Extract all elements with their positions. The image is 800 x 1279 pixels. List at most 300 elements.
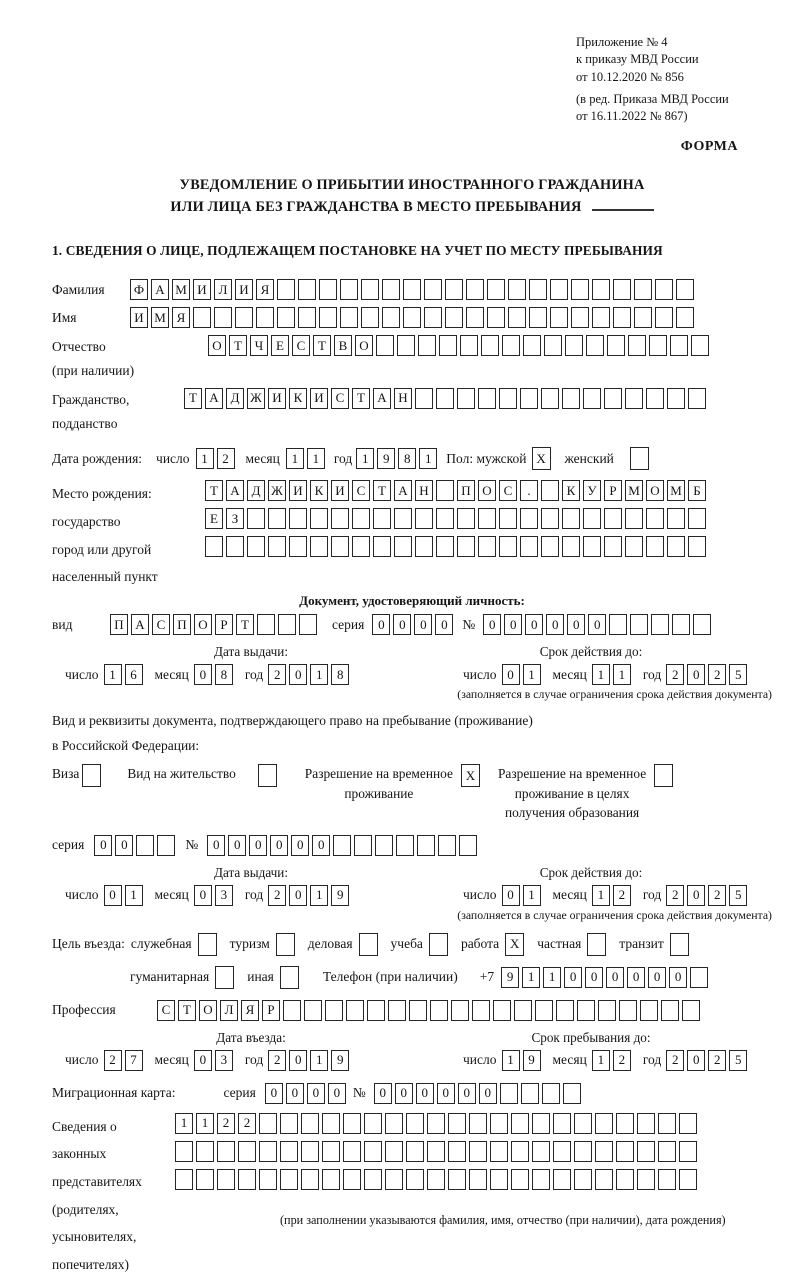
- char-box[interactable]: [481, 335, 499, 356]
- char-box[interactable]: [417, 835, 435, 856]
- char-box[interactable]: [679, 1113, 697, 1134]
- char-box[interactable]: 0: [228, 835, 246, 856]
- char-box[interactable]: [359, 933, 378, 956]
- char-box[interactable]: [352, 536, 370, 557]
- char-box[interactable]: [565, 335, 583, 356]
- char-box[interactable]: [427, 1141, 445, 1162]
- char-box[interactable]: [592, 307, 610, 328]
- char-box[interactable]: [415, 536, 433, 557]
- char-box[interactable]: [574, 1113, 592, 1134]
- char-box[interactable]: [553, 1113, 571, 1134]
- char-box[interactable]: 9: [501, 967, 519, 988]
- char-box[interactable]: 0: [289, 664, 307, 685]
- char-box[interactable]: [682, 1000, 700, 1021]
- char-box[interactable]: 0: [289, 885, 307, 906]
- char-box[interactable]: [343, 1141, 361, 1162]
- char-box[interactable]: [427, 1169, 445, 1190]
- char-box[interactable]: [436, 480, 454, 501]
- char-box[interactable]: 0: [291, 835, 309, 856]
- char-box[interactable]: Т: [236, 614, 254, 635]
- char-box[interactable]: [649, 335, 667, 356]
- char-box[interactable]: [625, 536, 643, 557]
- char-box[interactable]: [361, 307, 379, 328]
- char-box[interactable]: [439, 335, 457, 356]
- char-box[interactable]: 2: [666, 664, 684, 685]
- char-box[interactable]: А: [373, 388, 391, 409]
- char-box[interactable]: [436, 388, 454, 409]
- char-box[interactable]: [397, 335, 415, 356]
- char-box[interactable]: С: [292, 335, 310, 356]
- char-box[interactable]: [619, 1000, 637, 1021]
- char-box[interactable]: [333, 835, 351, 856]
- char-box[interactable]: [571, 307, 589, 328]
- char-box[interactable]: [429, 933, 448, 956]
- char-box[interactable]: [616, 1113, 634, 1134]
- char-box[interactable]: [283, 1000, 301, 1021]
- char-box[interactable]: [385, 1113, 403, 1134]
- char-box[interactable]: [637, 1169, 655, 1190]
- char-box[interactable]: 3: [215, 885, 233, 906]
- char-box[interactable]: 2: [613, 1050, 631, 1071]
- char-box[interactable]: 0: [414, 614, 432, 635]
- char-box[interactable]: 0: [648, 967, 666, 988]
- char-box[interactable]: У: [583, 480, 601, 501]
- char-box[interactable]: А: [226, 480, 244, 501]
- char-box[interactable]: 2: [268, 1050, 286, 1071]
- char-box[interactable]: 2: [666, 1050, 684, 1071]
- char-box[interactable]: Т: [352, 388, 370, 409]
- char-box[interactable]: [583, 536, 601, 557]
- char-box[interactable]: [280, 1113, 298, 1134]
- char-box[interactable]: [604, 536, 622, 557]
- char-box[interactable]: 0: [416, 1083, 434, 1104]
- char-box[interactable]: [541, 508, 559, 529]
- char-box[interactable]: 2: [708, 664, 726, 685]
- char-box[interactable]: [616, 1141, 634, 1162]
- char-box[interactable]: 0: [265, 1083, 283, 1104]
- char-box[interactable]: Е: [271, 335, 289, 356]
- char-box[interactable]: [658, 1141, 676, 1162]
- char-box[interactable]: [670, 335, 688, 356]
- char-box[interactable]: [310, 508, 328, 529]
- char-box[interactable]: А: [394, 480, 412, 501]
- char-box[interactable]: И: [130, 307, 148, 328]
- char-box[interactable]: [322, 1141, 340, 1162]
- char-box[interactable]: [688, 388, 706, 409]
- char-box[interactable]: 0: [669, 967, 687, 988]
- char-box[interactable]: [478, 388, 496, 409]
- char-box[interactable]: [466, 307, 484, 328]
- char-box[interactable]: [625, 388, 643, 409]
- char-box[interactable]: [259, 1113, 277, 1134]
- char-box[interactable]: [388, 1000, 406, 1021]
- char-box[interactable]: [319, 307, 337, 328]
- char-box[interactable]: [535, 1000, 553, 1021]
- char-box[interactable]: 1: [196, 1113, 214, 1134]
- char-box[interactable]: А: [151, 279, 169, 300]
- char-box[interactable]: М: [625, 480, 643, 501]
- char-box[interactable]: М: [151, 307, 169, 328]
- char-box[interactable]: 0: [606, 967, 624, 988]
- char-box[interactable]: 8: [215, 664, 233, 685]
- char-box[interactable]: Н: [415, 480, 433, 501]
- char-box[interactable]: 0: [687, 1050, 705, 1071]
- char-box[interactable]: [628, 335, 646, 356]
- char-box[interactable]: 0: [270, 835, 288, 856]
- char-box[interactable]: [406, 1113, 424, 1134]
- char-box[interactable]: 5: [729, 885, 747, 906]
- char-box[interactable]: [521, 1083, 539, 1104]
- char-box[interactable]: [331, 508, 349, 529]
- char-box[interactable]: [215, 966, 234, 989]
- char-box[interactable]: [637, 1141, 655, 1162]
- char-box[interactable]: [409, 1000, 427, 1021]
- char-box[interactable]: [688, 508, 706, 529]
- char-box[interactable]: [280, 1169, 298, 1190]
- char-box[interactable]: [523, 335, 541, 356]
- char-box[interactable]: 1: [523, 885, 541, 906]
- char-box[interactable]: П: [173, 614, 191, 635]
- char-box[interactable]: [343, 1169, 361, 1190]
- char-box[interactable]: 0: [286, 1083, 304, 1104]
- char-box[interactable]: Т: [313, 335, 331, 356]
- char-box[interactable]: И: [289, 480, 307, 501]
- char-box[interactable]: [574, 1169, 592, 1190]
- char-box[interactable]: 1: [613, 664, 631, 685]
- char-box[interactable]: [301, 1169, 319, 1190]
- char-box[interactable]: 2: [268, 885, 286, 906]
- char-box[interactable]: [667, 388, 685, 409]
- char-box[interactable]: 9: [331, 885, 349, 906]
- char-box[interactable]: [646, 536, 664, 557]
- char-box[interactable]: [136, 835, 154, 856]
- char-box[interactable]: [382, 307, 400, 328]
- char-box[interactable]: О: [194, 614, 212, 635]
- char-box[interactable]: [670, 933, 689, 956]
- char-box[interactable]: [541, 536, 559, 557]
- char-box[interactable]: [607, 335, 625, 356]
- char-box[interactable]: [406, 1141, 424, 1162]
- char-box[interactable]: 0: [483, 614, 501, 635]
- char-box[interactable]: [343, 1113, 361, 1134]
- char-box[interactable]: [238, 1141, 256, 1162]
- char-box[interactable]: [364, 1113, 382, 1134]
- char-box[interactable]: [415, 508, 433, 529]
- char-box[interactable]: 6: [125, 664, 143, 685]
- char-box[interactable]: [394, 536, 412, 557]
- char-box[interactable]: Р: [262, 1000, 280, 1021]
- char-box[interactable]: [217, 1169, 235, 1190]
- char-box[interactable]: Т: [205, 480, 223, 501]
- char-box[interactable]: 0: [687, 885, 705, 906]
- char-box[interactable]: [532, 1113, 550, 1134]
- char-box[interactable]: [276, 933, 295, 956]
- char-box[interactable]: 1: [523, 664, 541, 685]
- char-box[interactable]: [268, 536, 286, 557]
- char-box[interactable]: [193, 307, 211, 328]
- char-box[interactable]: [604, 388, 622, 409]
- char-box[interactable]: [508, 307, 526, 328]
- char-box[interactable]: 5: [729, 664, 747, 685]
- char-box[interactable]: [460, 335, 478, 356]
- char-box[interactable]: 0: [502, 664, 520, 685]
- char-box[interactable]: И: [310, 388, 328, 409]
- char-box[interactable]: 2: [666, 885, 684, 906]
- char-box[interactable]: [630, 614, 648, 635]
- char-box[interactable]: [676, 279, 694, 300]
- char-box[interactable]: 0: [437, 1083, 455, 1104]
- char-box[interactable]: 0: [546, 614, 564, 635]
- char-box[interactable]: К: [289, 388, 307, 409]
- char-box[interactable]: [448, 1169, 466, 1190]
- char-box[interactable]: [385, 1169, 403, 1190]
- char-box[interactable]: 0: [567, 614, 585, 635]
- char-box[interactable]: [175, 1141, 193, 1162]
- char-box[interactable]: [257, 614, 275, 635]
- char-box[interactable]: [616, 1169, 634, 1190]
- char-box[interactable]: [574, 1141, 592, 1162]
- char-box[interactable]: Р: [604, 480, 622, 501]
- char-box[interactable]: [598, 1000, 616, 1021]
- char-box[interactable]: 0: [393, 614, 411, 635]
- char-box[interactable]: [373, 536, 391, 557]
- char-box[interactable]: 0: [585, 967, 603, 988]
- char-box[interactable]: [676, 307, 694, 328]
- char-box[interactable]: А: [131, 614, 149, 635]
- char-box[interactable]: [499, 388, 517, 409]
- char-box[interactable]: [331, 536, 349, 557]
- char-box[interactable]: С: [157, 1000, 175, 1021]
- char-box[interactable]: [553, 1141, 571, 1162]
- char-box[interactable]: [583, 388, 601, 409]
- char-box[interactable]: [304, 1000, 322, 1021]
- char-box[interactable]: [361, 279, 379, 300]
- char-box[interactable]: [175, 1169, 193, 1190]
- char-box[interactable]: [553, 1169, 571, 1190]
- char-box[interactable]: [651, 614, 669, 635]
- char-box[interactable]: 0: [502, 885, 520, 906]
- char-box[interactable]: [587, 933, 606, 956]
- char-box[interactable]: [376, 335, 394, 356]
- char-box[interactable]: [637, 1113, 655, 1134]
- char-box[interactable]: 2: [708, 1050, 726, 1071]
- char-box[interactable]: [661, 1000, 679, 1021]
- char-box[interactable]: [499, 508, 517, 529]
- char-box[interactable]: [490, 1141, 508, 1162]
- char-box[interactable]: И: [331, 480, 349, 501]
- char-box[interactable]: [424, 307, 442, 328]
- char-box[interactable]: П: [457, 480, 475, 501]
- char-box[interactable]: 1: [419, 448, 437, 469]
- char-box[interactable]: Т: [184, 388, 202, 409]
- char-box[interactable]: [529, 279, 547, 300]
- char-box[interactable]: [198, 933, 217, 956]
- char-box[interactable]: [658, 1169, 676, 1190]
- char-box[interactable]: [493, 1000, 511, 1021]
- char-box[interactable]: [280, 1141, 298, 1162]
- char-box[interactable]: С: [499, 480, 517, 501]
- char-box[interactable]: [340, 307, 358, 328]
- char-box[interactable]: [445, 307, 463, 328]
- char-box[interactable]: [445, 279, 463, 300]
- char-box[interactable]: [469, 1169, 487, 1190]
- char-box[interactable]: Л: [220, 1000, 238, 1021]
- char-box[interactable]: [655, 279, 673, 300]
- char-box[interactable]: [457, 536, 475, 557]
- char-box[interactable]: X: [505, 933, 524, 956]
- char-box[interactable]: [654, 764, 673, 787]
- char-box[interactable]: [667, 536, 685, 557]
- char-box[interactable]: [247, 536, 265, 557]
- char-box[interactable]: [459, 835, 477, 856]
- char-box[interactable]: [595, 1113, 613, 1134]
- char-box[interactable]: [466, 279, 484, 300]
- char-box[interactable]: 2: [104, 1050, 122, 1071]
- char-box[interactable]: И: [193, 279, 211, 300]
- char-box[interactable]: [640, 1000, 658, 1021]
- char-box[interactable]: [418, 335, 436, 356]
- char-box[interactable]: [544, 335, 562, 356]
- char-box[interactable]: П: [110, 614, 128, 635]
- char-box[interactable]: [487, 307, 505, 328]
- char-box[interactable]: [520, 388, 538, 409]
- char-box[interactable]: Ч: [250, 335, 268, 356]
- char-box[interactable]: [364, 1141, 382, 1162]
- char-box[interactable]: Д: [247, 480, 265, 501]
- char-box[interactable]: [520, 508, 538, 529]
- char-box[interactable]: [277, 307, 295, 328]
- char-box[interactable]: [436, 508, 454, 529]
- char-box[interactable]: [258, 764, 277, 787]
- char-box[interactable]: 3: [215, 1050, 233, 1071]
- char-box[interactable]: [469, 1141, 487, 1162]
- char-box[interactable]: 2: [268, 664, 286, 685]
- char-box[interactable]: Д: [226, 388, 244, 409]
- char-box[interactable]: [529, 307, 547, 328]
- char-box[interactable]: [550, 279, 568, 300]
- char-box[interactable]: [514, 1000, 532, 1021]
- char-box[interactable]: X: [461, 764, 480, 787]
- char-box[interactable]: 1: [196, 448, 214, 469]
- char-box[interactable]: 0: [207, 835, 225, 856]
- char-box[interactable]: 1: [286, 448, 304, 469]
- char-box[interactable]: [394, 508, 412, 529]
- char-box[interactable]: 2: [238, 1113, 256, 1134]
- char-box[interactable]: 0: [504, 614, 522, 635]
- char-box[interactable]: [310, 536, 328, 557]
- char-box[interactable]: [542, 1083, 560, 1104]
- char-box[interactable]: [679, 1169, 697, 1190]
- char-box[interactable]: [511, 1169, 529, 1190]
- char-box[interactable]: [367, 1000, 385, 1021]
- char-box[interactable]: [354, 835, 372, 856]
- char-box[interactable]: [301, 1141, 319, 1162]
- char-box[interactable]: [478, 536, 496, 557]
- char-box[interactable]: 0: [374, 1083, 392, 1104]
- char-box[interactable]: [280, 966, 299, 989]
- char-box[interactable]: [322, 1169, 340, 1190]
- char-box[interactable]: О: [646, 480, 664, 501]
- char-box[interactable]: [436, 536, 454, 557]
- char-box[interactable]: М: [172, 279, 190, 300]
- char-box[interactable]: 1: [522, 967, 540, 988]
- char-box[interactable]: 1: [543, 967, 561, 988]
- char-box[interactable]: [556, 1000, 574, 1021]
- char-box[interactable]: [609, 614, 627, 635]
- char-box[interactable]: Я: [256, 279, 274, 300]
- char-box[interactable]: С: [352, 480, 370, 501]
- char-box[interactable]: 1: [502, 1050, 520, 1071]
- char-box[interactable]: 2: [613, 885, 631, 906]
- char-box[interactable]: О: [478, 480, 496, 501]
- char-box[interactable]: [430, 1000, 448, 1021]
- char-box[interactable]: [259, 1169, 277, 1190]
- char-box[interactable]: 8: [331, 664, 349, 685]
- char-box[interactable]: 1: [125, 885, 143, 906]
- char-box[interactable]: Я: [172, 307, 190, 328]
- char-box[interactable]: [157, 835, 175, 856]
- char-box[interactable]: 0: [307, 1083, 325, 1104]
- char-box[interactable]: О: [199, 1000, 217, 1021]
- char-box[interactable]: [693, 614, 711, 635]
- char-box[interactable]: [325, 1000, 343, 1021]
- char-box[interactable]: [625, 508, 643, 529]
- char-box[interactable]: [667, 508, 685, 529]
- char-box[interactable]: 1: [592, 885, 610, 906]
- char-box[interactable]: [289, 508, 307, 529]
- char-box[interactable]: 1: [310, 885, 328, 906]
- char-box[interactable]: [406, 1169, 424, 1190]
- char-box[interactable]: .: [520, 480, 538, 501]
- char-box[interactable]: 0: [395, 1083, 413, 1104]
- char-box[interactable]: 0: [312, 835, 330, 856]
- char-box[interactable]: Т: [178, 1000, 196, 1021]
- char-box[interactable]: Л: [214, 279, 232, 300]
- char-box[interactable]: [577, 1000, 595, 1021]
- char-box[interactable]: [490, 1169, 508, 1190]
- char-box[interactable]: [532, 1169, 550, 1190]
- char-box[interactable]: [655, 307, 673, 328]
- char-box[interactable]: И: [235, 279, 253, 300]
- char-box[interactable]: [301, 1113, 319, 1134]
- char-box[interactable]: 0: [115, 835, 133, 856]
- char-box[interactable]: [688, 536, 706, 557]
- char-box[interactable]: 0: [194, 664, 212, 685]
- char-box[interactable]: [385, 1141, 403, 1162]
- char-box[interactable]: Н: [394, 388, 412, 409]
- char-box[interactable]: [532, 1141, 550, 1162]
- char-box[interactable]: [298, 307, 316, 328]
- char-box[interactable]: А: [205, 388, 223, 409]
- char-box[interactable]: [289, 536, 307, 557]
- char-box[interactable]: 0: [328, 1083, 346, 1104]
- char-box[interactable]: [226, 536, 244, 557]
- char-box[interactable]: 0: [564, 967, 582, 988]
- char-box[interactable]: 9: [331, 1050, 349, 1071]
- char-box[interactable]: [82, 764, 101, 787]
- char-box[interactable]: [508, 279, 526, 300]
- char-box[interactable]: [375, 835, 393, 856]
- char-box[interactable]: [499, 536, 517, 557]
- char-box[interactable]: 0: [194, 885, 212, 906]
- char-box[interactable]: [299, 614, 317, 635]
- char-box[interactable]: 1: [310, 664, 328, 685]
- char-box[interactable]: [256, 307, 274, 328]
- char-box[interactable]: [490, 1113, 508, 1134]
- char-box[interactable]: [586, 335, 604, 356]
- char-box[interactable]: [457, 388, 475, 409]
- char-box[interactable]: [478, 508, 496, 529]
